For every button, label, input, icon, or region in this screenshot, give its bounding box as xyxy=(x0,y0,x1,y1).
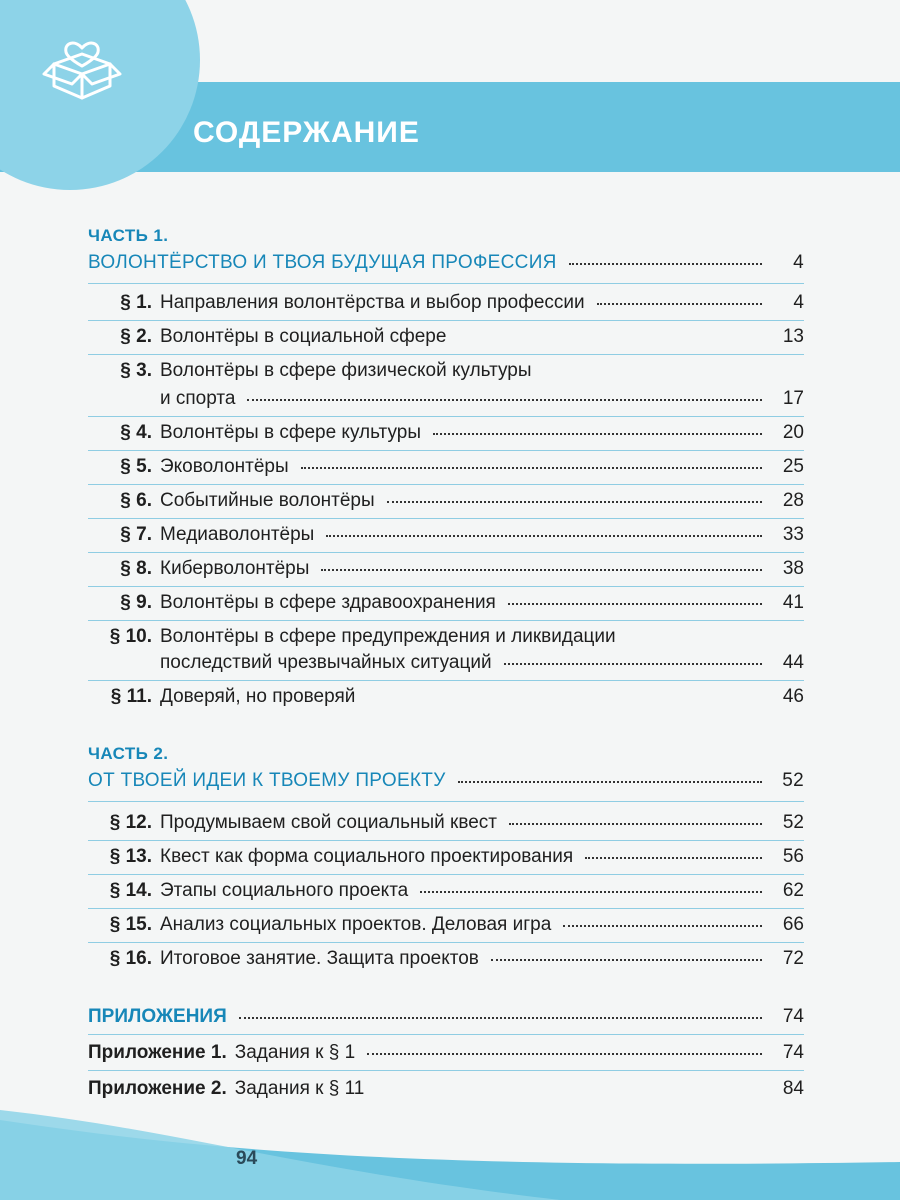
section-title: Анализ социальных проектов. Деловая игра xyxy=(160,914,552,935)
toc-entry-section-16[interactable] xyxy=(88,948,804,970)
divider xyxy=(88,908,804,909)
appendix-page: 84 xyxy=(782,1078,804,1099)
section-title: Направления волонтёрства и выбор профессии xyxy=(160,292,585,313)
section-page: 25 xyxy=(782,456,804,477)
toc-entry-section-9[interactable] xyxy=(88,592,804,614)
section-title: Итоговое занятие. Защита проектов xyxy=(160,948,479,969)
dot-leader xyxy=(569,262,762,265)
toc-entry-appendix-1[interactable] xyxy=(88,1042,804,1064)
dot-leader xyxy=(504,662,762,665)
appendix-label: Приложение 1. xyxy=(88,1042,227,1063)
divider xyxy=(88,840,804,841)
section-number: § 16. xyxy=(109,948,152,969)
section-title: Продумываем свой социальный квест xyxy=(160,812,497,833)
section-page: 46 xyxy=(782,686,804,707)
toc-entry-section-1[interactable] xyxy=(88,292,804,314)
divider xyxy=(88,620,804,621)
divider xyxy=(88,680,804,681)
divider xyxy=(88,1070,804,1071)
section-page: 13 xyxy=(782,326,804,347)
section-page: 66 xyxy=(782,914,804,935)
section-page: 38 xyxy=(782,558,804,579)
dot-leader xyxy=(321,568,762,571)
section-page: 72 xyxy=(782,948,804,969)
section-title: Медиаволонтёры xyxy=(160,524,315,545)
section-number: § 8. xyxy=(120,558,152,579)
part-1-title: ВОЛОНТЁРСТВО И ТВОЯ БУДУЩАЯ ПРОФЕССИЯ xyxy=(88,252,557,273)
divider xyxy=(88,484,804,485)
section-number: § 5. xyxy=(120,456,152,477)
toc-entry-section-10-cont[interactable] xyxy=(160,652,804,674)
appendices-label: ПРИЛОЖЕНИЯ xyxy=(88,1006,227,1027)
section-page: 20 xyxy=(782,422,804,443)
section-number: § 6. xyxy=(120,490,152,511)
section-page: 44 xyxy=(782,652,804,673)
dot-leader xyxy=(509,822,762,825)
dot-leader xyxy=(563,924,762,927)
dot-leader xyxy=(239,1016,762,1019)
section-title: Волонтёры в сфере предупреждения и ликвидации xyxy=(160,626,616,647)
appendix-title: Задания к § 11 xyxy=(234,1078,365,1099)
part-1-page: 4 xyxy=(793,252,804,273)
section-title: Эковолонтёры xyxy=(160,456,289,477)
toc-entry-section-3[interactable] xyxy=(88,360,804,382)
toc-entry-section-14[interactable] xyxy=(88,880,804,902)
toc-entry-section-11[interactable] xyxy=(88,686,804,708)
toc-entry-part-1[interactable] xyxy=(88,252,804,274)
toc-entry-part-2[interactable] xyxy=(88,770,804,792)
divider xyxy=(88,320,804,321)
dot-leader xyxy=(433,432,762,435)
toc-entry-section-13[interactable] xyxy=(88,846,804,868)
part-2-page: 52 xyxy=(782,770,804,791)
toc-entry-appendices[interactable] xyxy=(88,1006,804,1028)
toc-entry-section-2[interactable] xyxy=(88,326,804,348)
section-number: § 1. xyxy=(120,292,152,313)
dot-leader xyxy=(458,338,762,339)
section-title-continued: и спорта xyxy=(160,388,236,409)
section-title: Квест как форма социального проектирования xyxy=(160,846,574,867)
dot-leader xyxy=(326,534,762,537)
page-title: СОДЕРЖАНИЕ xyxy=(193,116,420,149)
section-title: Киберволонтёры xyxy=(160,558,310,579)
section-number: § 10. xyxy=(109,626,152,647)
dot-leader xyxy=(458,780,762,783)
divider xyxy=(88,1034,804,1035)
dot-leader xyxy=(508,602,762,605)
section-title: Волонтёры в сфере здравоохранения xyxy=(160,592,496,613)
part-2-title: ОТ ТВОЕЙ ИДЕИ К ТВОЕМУ ПРОЕКТУ xyxy=(88,770,446,791)
divider xyxy=(88,874,804,875)
section-title: Событийные волонтёры xyxy=(160,490,375,511)
section-title: Волонтёры в сфере физической культуры xyxy=(160,360,532,381)
divider xyxy=(88,801,804,802)
divider xyxy=(88,518,804,519)
dot-leader xyxy=(491,958,762,961)
section-page: 4 xyxy=(793,292,804,313)
dot-leader xyxy=(367,698,762,699)
section-number: § 2. xyxy=(120,326,152,347)
section-number: § 14. xyxy=(109,880,152,901)
section-title: Доверяй, но проверяй xyxy=(160,686,356,707)
section-number: § 3. xyxy=(120,360,152,381)
section-page: 33 xyxy=(782,524,804,545)
toc-entry-section-8[interactable] xyxy=(88,558,804,580)
dot-leader xyxy=(387,500,762,503)
section-number: § 7. xyxy=(120,524,152,545)
section-number: § 13. xyxy=(109,846,152,867)
part-2-label: ЧАСТЬ 2. xyxy=(88,744,169,763)
section-page: 28 xyxy=(782,490,804,511)
section-page: 56 xyxy=(782,846,804,867)
section-title: Этапы социального проекта xyxy=(160,880,409,901)
section-page: 52 xyxy=(782,812,804,833)
divider xyxy=(88,942,804,943)
toc-entry-section-15[interactable] xyxy=(88,914,804,936)
appendices-page: 74 xyxy=(782,1006,804,1027)
toc-entry-section-3-cont[interactable] xyxy=(160,388,804,410)
section-number: § 12. xyxy=(109,812,152,833)
part-1-label: ЧАСТЬ 1. xyxy=(88,226,169,245)
dot-leader xyxy=(597,302,762,305)
divider xyxy=(88,416,804,417)
section-page: 62 xyxy=(782,880,804,901)
section-number: § 15. xyxy=(109,914,152,935)
dot-leader xyxy=(585,856,762,859)
toc-entry-section-7[interactable] xyxy=(88,524,804,546)
section-number: § 11. xyxy=(110,686,152,707)
section-number: § 4. xyxy=(120,422,152,443)
divider xyxy=(88,586,804,587)
section-number: § 9. xyxy=(120,592,152,613)
toc-entry-section-12[interactable] xyxy=(88,812,804,834)
appendix-title: Задания к § 1 xyxy=(234,1042,356,1063)
divider xyxy=(88,450,804,451)
section-title-continued: последствий чрезвычайных ситуаций xyxy=(160,652,492,673)
divider xyxy=(88,283,804,284)
toc-entry-appendix-2[interactable] xyxy=(88,1078,804,1100)
page-number: 94 xyxy=(236,1148,258,1169)
dot-leader xyxy=(247,398,762,401)
dot-leader xyxy=(420,890,762,893)
section-title: Волонтёры в сфере культуры xyxy=(160,422,421,443)
toc-entry-section-6[interactable] xyxy=(88,490,804,512)
dot-leader xyxy=(376,1090,762,1091)
appendix-page: 74 xyxy=(782,1042,804,1063)
section-title: Волонтёры в социальной сфере xyxy=(160,326,447,347)
dot-leader xyxy=(367,1052,762,1055)
divider xyxy=(88,552,804,553)
divider xyxy=(88,354,804,355)
toc-entry-section-4[interactable] xyxy=(88,422,804,444)
dot-leader xyxy=(301,466,762,469)
footer-wave xyxy=(0,1110,900,1200)
section-page: 41 xyxy=(782,592,804,613)
toc-entry-section-5[interactable] xyxy=(88,456,804,478)
section-page: 17 xyxy=(782,388,804,409)
appendix-label: Приложение 2. xyxy=(88,1078,227,1099)
toc-entry-section-10[interactable] xyxy=(88,626,804,648)
